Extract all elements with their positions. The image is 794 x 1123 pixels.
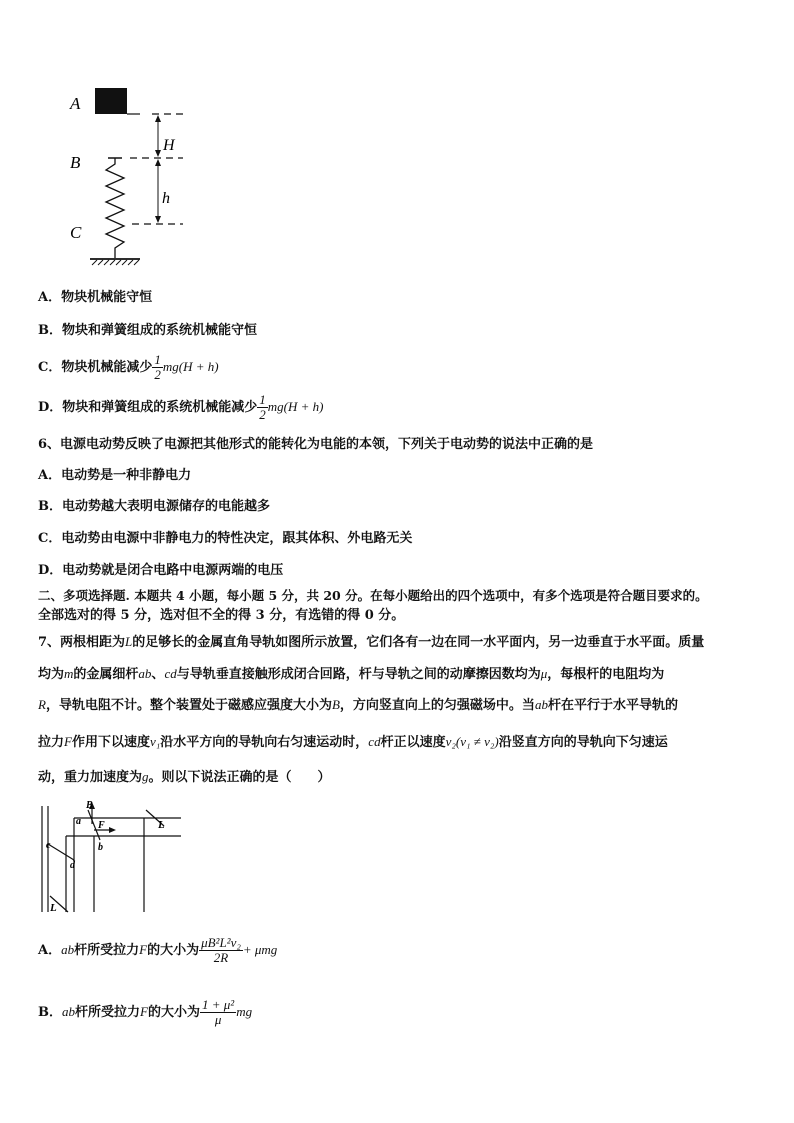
energy-expression: mg(H + h) <box>267 399 324 414</box>
fig1-label-c: C <box>70 223 82 242</box>
q5-option-d <box>38 390 768 425</box>
q7-line5: 动，重力加速度为g。则以下说法正确的是（ ） <box>38 769 331 785</box>
var-m: m <box>64 666 74 681</box>
var-v1: v₁ <box>149 734 161 749</box>
block-a <box>95 88 127 114</box>
section-heading-line2: 全部选对的得 5 分，选对但不全的得 3 分，有选错的得 0 分。 <box>38 608 405 623</box>
var-R: R <box>38 697 46 712</box>
q7-option-b: B．ab杆所受拉力F的大小为 $\frac{\text{1 + μ²}}{\mu}$ mg <box>38 997 253 1027</box>
q6-option-c: C．电动势由电源中非静电力的特性决定，跟其体积、外电路无关 <box>38 531 413 546</box>
q6-option-d: D．电动势就是闭合电路中电源两端的电压 <box>38 563 284 578</box>
section-heading-line1: 二、多项选择题. 本题共 4 小题，每小题 5 分，共 20 分。在每小题给出的四个选项中，有多个选项是符合题目要求的。 <box>38 588 708 603</box>
force-fraction-b: $\frac{\text{1 + μ²}}{\mu}$ <box>201 997 235 1027</box>
fig1-label-b: B <box>70 153 81 172</box>
q7-option-a: A．ab杆所受拉力F的大小为 $\frac{\text{μB²L²v₂}}{2R}$ + μmg <box>38 935 278 965</box>
q7-line4: 拉力F作用下以速度v₁沿水平方向的导轨向右匀速运动时，cd杆正以速度v₂(v₁ ≠ v₂)沿竖直方向的导轨向下匀速运 <box>38 734 668 750</box>
var-g: g <box>142 769 149 784</box>
spring-block-figure <box>60 80 200 280</box>
force-fraction-a: $\frac{\text{μB²L²v₂}}{2R}$ <box>201 935 241 965</box>
fig2-label-d: d <box>70 860 75 871</box>
fig1-label-a: A <box>70 94 81 113</box>
q5-option-a: A．物块机械能守恒 <box>38 290 153 305</box>
fig1-label-h: h <box>162 190 170 207</box>
q7-line2: 均为m的金属细杆ab、cd与导轨垂直接触形成闭合回路，杆与导轨之间的动摩擦因数均为μ，每根杆的电阻均为 <box>38 666 665 682</box>
fig2-label-c: c <box>46 840 51 851</box>
fig2-label-L-top: L <box>158 819 165 831</box>
fig2-label-L-bottom: L <box>50 902 57 914</box>
q6-option-b: B．电动势越大表明电源储存的电能越多 <box>38 499 270 514</box>
fig2-label-B: B <box>86 800 93 811</box>
fraction-half: $\frac{1}{2}$ <box>154 352 161 382</box>
var-cd: cd <box>368 734 381 749</box>
q5-option-c-text: C．物块机械能减少 <box>38 360 153 375</box>
var-ab: ab <box>138 666 152 681</box>
var-mu: μ <box>540 666 548 681</box>
q6-option-a: A．电动势是一种非静电力 <box>38 468 192 483</box>
var-ab: ab <box>534 697 548 712</box>
fig1-label-H: H <box>163 137 175 154</box>
fig2-label-a: a <box>76 816 81 827</box>
var-F: F <box>64 734 72 749</box>
var-v2: v₂ <box>445 734 456 749</box>
fig2-label-F: F <box>98 820 105 831</box>
spring <box>106 158 124 258</box>
q5-option-d-text: D．物块和弹簧组成的系统机械能减少 <box>38 400 258 415</box>
velocity-condition: (v₁ ≠ v₂) <box>455 734 499 749</box>
q7-line1: 7、两根相距为L的足够长的金属直角导轨如图所示放置，它们各有一边在同一水平面内，另一边垂直于水平面。质量 <box>38 634 705 650</box>
var-B: B <box>331 697 340 712</box>
q5-option-c <box>38 350 768 385</box>
q6-stem: 6、电源电动势反映了电源把其他形式的能转化为电能的本领，下列关于电动势的说法中正确的是 <box>38 437 594 452</box>
fig2-label-b: b <box>98 842 103 853</box>
rails-figure <box>36 796 186 918</box>
var-cd: cd <box>164 666 177 681</box>
fraction-half: $\frac{1}{2}$ <box>259 392 266 422</box>
var-L: L <box>125 634 133 649</box>
q5-option-b: B．物块和弹簧组成的系统机械能守恒 <box>38 323 257 338</box>
q7-line3: R，导轨电阻不计。整个装置处于磁感应强度大小为B，方向竖直向上的匀强磁场中。当ab杆在平行于水平导轨的 <box>38 697 678 713</box>
energy-expression: mg(H + h) <box>162 359 219 374</box>
